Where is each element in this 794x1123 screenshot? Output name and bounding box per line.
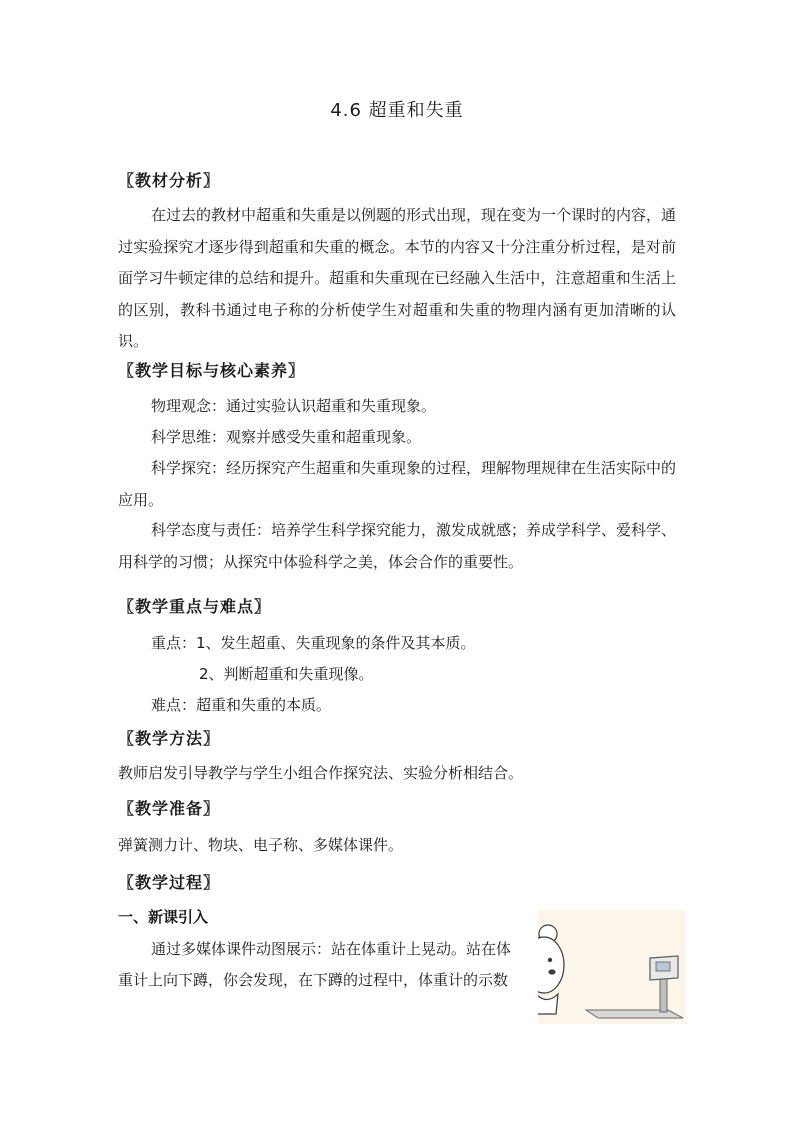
illustration-animation [538, 910, 686, 1024]
teaching-preparation-text: 弹簧测力计、物块、电子称、多媒体课件。 [118, 836, 404, 854]
page-title: 4.6 超重和失重 [330, 100, 464, 121]
difficulty-point: 难点：超重和失重的本质。 [151, 696, 332, 714]
intro-paragraph-line-1: 通过多媒体课件动图展示：站在体重计上晃动。站在体 [151, 940, 512, 958]
key-point-2: 2、判断超重和失重现像。 [199, 665, 374, 683]
heading-teaching-process: 〖教学过程〗 [118, 873, 221, 892]
weighing-scale-icon [586, 956, 683, 1018]
bear-character-icon [538, 925, 564, 1014]
goal-item-scientific-attitude: 科学态度与责任：培养学生科学探究能力，激发成就感；养成学科学、爱科学、用科学的习惯；从探究中体验科学之美，体会合作的重要性。 [118, 521, 677, 571]
heading-material-analysis: 〖教材分析〗 [118, 171, 221, 190]
goal-item-physics-concept: 物理观念：通过实验认识超重和失重现象。 [151, 397, 437, 415]
heading-teaching-method: 〖教学方法〗 [118, 729, 221, 748]
goal-item-scientific-inquiry: 科学探究：经历探究产生超重和失重现象的过程，理解物理规律在生活实际中的应用。 [118, 459, 677, 509]
subheading-new-lesson-intro: 一、新课引入 [118, 908, 209, 926]
heading-key-points: 〖教学重点与难点〗 [118, 597, 272, 616]
paragraph-material-analysis: 在过去的教材中超重和失重是以例题的形式出现，现在变为一个课时的内容，通过实验探究才逐步得到超重和失重的概念。本节的内容又十分注重分析过程，是对前面学习牛顿定律的总结和提升。超重和失重现在已经融入生活中，注意超重和生活上的区别，教科书通过电子称的分析使学生对超重和失重的物理内涵有更加清晰的认识。 [118, 206, 677, 350]
heading-teaching-preparation: 〖教学准备〗 [118, 799, 221, 818]
key-point-1: 重点：1、发生超重、失重现象的条件及其本质。 [151, 634, 476, 652]
intro-paragraph-line-2: 重计上向下蹲，你会发现，在下蹲的过程中，体重计的示数 [118, 971, 509, 989]
illustration-svg [538, 910, 686, 1024]
teaching-method-text: 教师启发引导教学与学生小组合作探究法、实验分析相结合。 [118, 764, 524, 782]
goal-item-scientific-thinking: 科学思维：观察并感受失重和超重现象。 [151, 428, 422, 446]
heading-teaching-goals: 〖教学目标与核心素养〗 [118, 361, 306, 380]
